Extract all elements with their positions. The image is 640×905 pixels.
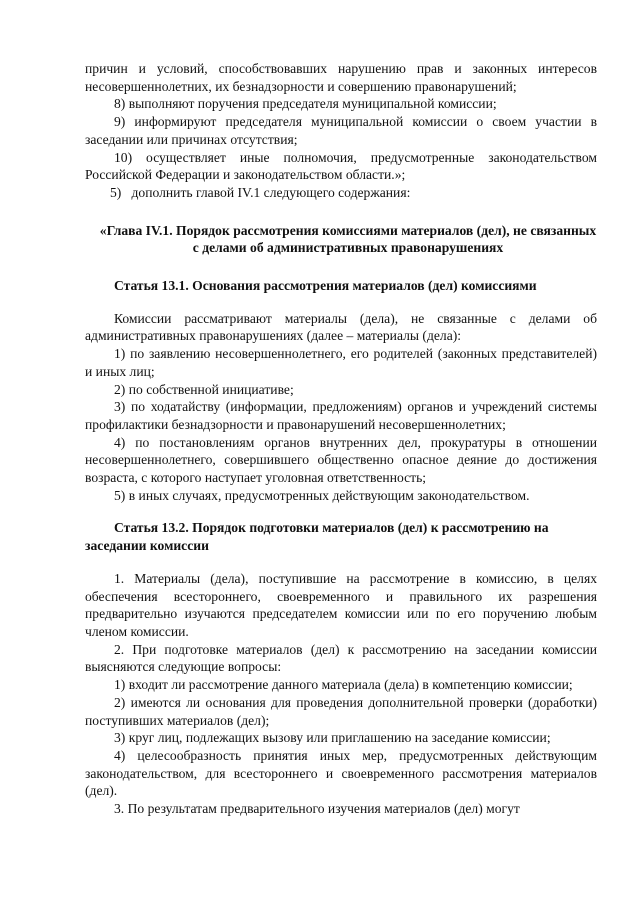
list-item: 3) круг лиц, подлежащих вызову или приглашению на заседание комиссии; — [114, 730, 551, 746]
amendment-item: 5) дополнить главой IV.1 следующего содержания: — [110, 184, 411, 200]
paragraph: 3. По результатам предварительного изучения материалов (дел) могут — [114, 801, 520, 817]
list-item: 5) в иных случаях, предусмотренных действующим законодательством. — [114, 487, 530, 503]
paragraph: Комиссии рассматривают материалы (дела), не связанные с делами об административных правонарушениях (далее – материалы (дела): — [85, 310, 597, 344]
list-item: 4) по постановлениям органов внутренних дел, прокуратуры в отношении несовершеннолетнего, совершившего общественно опасное деяние до достижения возраста, с которого наступает уголовная ответственность; — [85, 434, 597, 486]
chapter-title: «Глава IV.1. Порядок рассмотрения комиссиями материалов (дел), не связанных с делами об административных правонарушениях — [99, 222, 597, 256]
paragraph: 2. При подготовке материалов (дел) к рассмотрению на заседании комиссии выясняются следующие вопросы: — [85, 641, 597, 675]
list-item: 4) целесообразность принятия иных мер, предусмотренных действующим законодательством, для всестороннего и своевременного рассмотрения материалов (дел). — [85, 747, 597, 799]
article-13-1-title: Статья 13.1. Основания рассмотрения материалов (дел) комиссиями — [114, 278, 537, 294]
list-item: 1) по заявлению несовершеннолетнего, его родителей (законных представителей) и иных лиц; — [85, 346, 597, 379]
list-item: 2) имеются ли основания для проведения дополнительной проверки (доработки) поступивших материалов (дел); — [85, 694, 597, 728]
paragraph-continuation: причин и условий, способствовавших нарушению прав и законных интересов несовершеннолетних, их безнадзорности и совершению правонарушений; — [85, 61, 597, 94]
list-item: 8) выполняют поручения председателя муниципальной комиссии; — [114, 96, 497, 112]
paragraph: 1. Материалы (дела), поступившие на рассмотрение в комиссию, в целях обеспечения всестороннего, своевременного и правильного их разрешения предварительно изучаются председателем комиссии или по его поручению любым членом комиссии. — [85, 570, 597, 639]
article-13-2-title: Статья 13.2. Порядок подготовки материалов (дел) к рассмотрению на заседании комиссии — [85, 520, 549, 554]
list-item: 3) по ходатайству (информации, предложениям) органов и учреждений системы профилактики безнадзорности и правонарушений несовершеннолетних; — [85, 399, 597, 432]
list-item: 2) по собственной инициативе; — [114, 381, 294, 397]
list-item: 1) входит ли рассмотрение данного материала (дела) в компетенцию комиссии; — [114, 677, 573, 693]
document-page — [85, 60, 597, 818]
list-item: 9) информируют председателя муниципальной комиссии о своем участии в заседании или причинах отсутствия; — [85, 114, 597, 147]
list-item: 10) осуществляет иные полномочия, предусмотренные законодательством Российской Федерации и законодательством области.»; — [85, 149, 597, 183]
